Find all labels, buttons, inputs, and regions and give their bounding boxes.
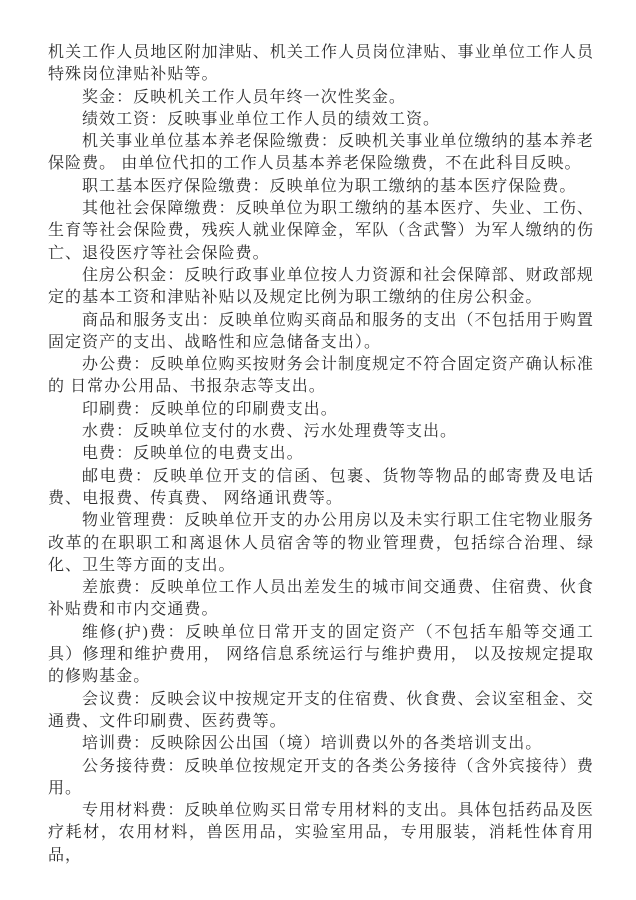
- paragraph-special-materials-fee: 专用材料费：反映单位购买日常专用材料的支出。具体包括药品及医疗耗材，农用材料，兽医用品，实验室用品，专用服装，消耗性体育用品，: [48, 802, 594, 864]
- paragraph-postal-telecom-fee: 邮电费：反映单位开支的信函、包裹、货物等物品的邮寄费及电话费、电报费、传真费、 网络通讯费等。: [48, 467, 594, 507]
- paragraph-bonus: 奖金：反映机关工作人员年终一次性奖金。: [82, 88, 406, 106]
- paragraph-goods-and-services: 商品和服务支出：反映单位购买商品和服务的支出（不包括用于购置固定资产的支出、战略性和应急储备支出）。: [48, 311, 594, 351]
- paragraph-other-social-security: 其他社会保障缴费：反映单位为职工缴纳的基本医疗、失业、工伤、生育等社会保险费，残疾人就业保障金，军队（含武警）为军人缴纳的伤亡、退役医疗等社会保险费。: [48, 200, 594, 262]
- paragraph-housing-fund: 住房公积金：反映行政事业单位按人力资源和社会保障部、财政部规定的基本工资和津贴补贴以及规定比例为职工缴纳的住房公积金。: [48, 266, 594, 307]
- paragraph-basic-pension-contribution: 机关事业单位基本养老保险缴费：反映机关事业单位缴纳的基本养老保险费。 由单位代扣的工作人员基本养老保险缴费，不在此科目反映。: [48, 133, 594, 173]
- paragraph-travel-expenses: 差旅费：反映单位工作人员出差发生的城市间交通费、住宿费、伙食补贴费和市内交通费。: [48, 579, 594, 619]
- paragraph-water-fee: 水费：反映单位支付的水费、污水处理费等支出。: [82, 423, 458, 441]
- paragraph-maintenance-fee: 维修(护)费：反映单位日常开支的固定资产（不包括车船等交通工具）修理和维护费用， 网络信息系统运行与维护费用， 以及按规定提取的修购基金。: [48, 623, 594, 686]
- paragraph-property-management-fee: 物业管理费：反映单位开支的办公用房以及未实行职工住宅物业服务改革的在职职工和离退休人员宿舍等的物业管理费，包括综合治理、绿化、卫生等方面的支出。: [48, 512, 594, 574]
- paragraph-office-expenses: 办公费：反映单位购买按财务会计制度规定不符合固定资产确认标准的 日常办公用品、书报杂志等支出。: [48, 356, 594, 396]
- paragraph-training-fee: 培训费：反映除因公出国（境）培训费以外的各类培训支出。: [82, 735, 543, 753]
- paragraph-meeting-fee: 会议费：反映会议中按规定开支的住宿费、伙食费、会议室租金、交通费、文件印刷费、医药费等。: [48, 690, 594, 730]
- document-body: [48, 42, 594, 867]
- paragraph-performance-pay: 绩效工资：反映事业单位工作人员的绩效工资。: [82, 110, 441, 128]
- paragraph-printing-fee: 印刷费：反映单位的印刷费支出。: [82, 400, 338, 418]
- paragraph-employee-medical-insurance: 职工基本医疗保险缴费：反映单位为职工缴纳的基本医疗保险费。: [82, 177, 577, 195]
- paragraph-allowances-continuation: 机关工作人员地区附加津贴、机关工作人员岗位津贴、事业单位工作人员特殊岗位津贴补贴等。: [48, 44, 594, 84]
- paragraph-electricity-fee: 电费：反映单位的电费支出。: [82, 445, 304, 463]
- paragraph-official-reception-fee: 公务接待费：反映单位按规定开支的各类公务接待（含外宾接待）费用。: [48, 757, 594, 797]
